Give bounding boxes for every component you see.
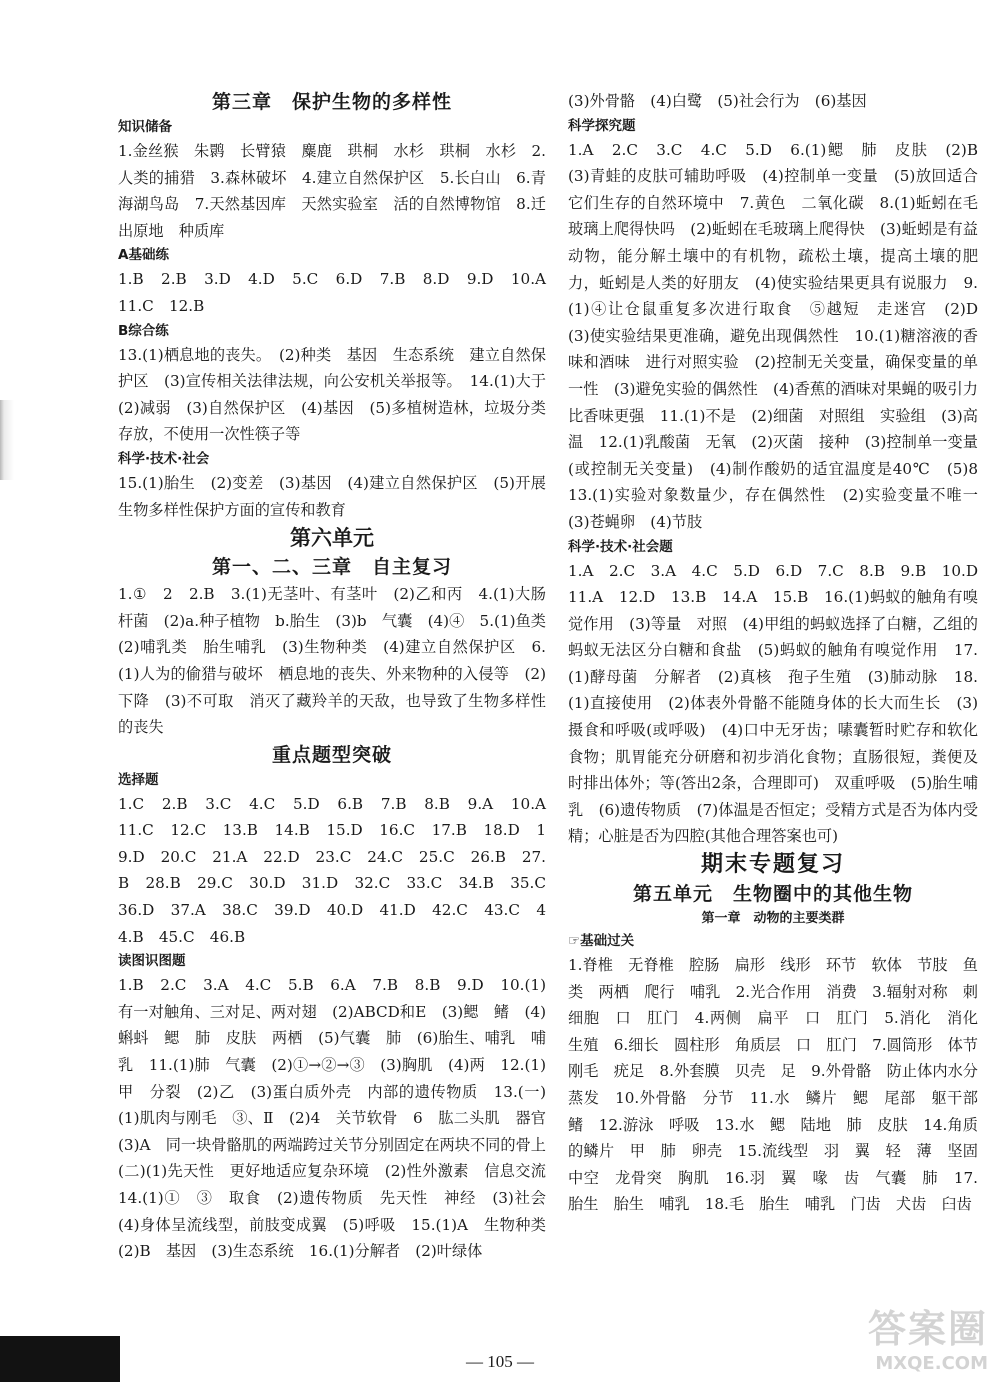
watermark-url: MXQE.COM [875,1353,988,1374]
answer-paragraph: 1.金丝猴 朱鹮 长臂猿 麋鹿 珙桐 水杉 珙桐 水杉 2.人类的捕猎 3.森林破坏 4.建立自然保护区 5.长白山 6.青海湖鸟岛 7.天然基因库 天然实验室 活的自然博物馆 8.迁出原地 种质库 [118,142,546,240]
section-label: 读图识图题 [118,953,186,970]
chapter-heading: 第三章 保护生物的多样性 [211,91,452,113]
chapter-heading: 第一、二、三章 自主复习 [211,556,452,579]
right-column [568,88,994,1218]
section-label: A基础练 [118,247,169,264]
page-number: — 105 — [466,1352,534,1371]
section-label: 科学·技术·社会 [118,450,210,467]
subchapter-heading: 第一章 动物的主要类群 [701,911,845,927]
section-label: B综合练 [118,322,169,339]
answer-paragraph: 1.脊椎 无脊椎 腔肠 扁形 线形 环节 软体 节肢 鱼类 两栖 爬行 哺乳 2.光合作用 消费 3.辐射对称 刺细胞 口 肛门 4.两侧 扁平 口 肛门 5.消化 消化 生殖 6.细长 圆柱形 角质层 口 肛门 7.圆筒形 体节 刚毛 疣足 8.外套膜 贝壳 足 9.外骨骼 防止体内水分蒸发 10.外骨骼 分节 11.水 鳞片 鳃 尾部 躯干部 鳍 12.游泳 呼吸 13.水 鳃 陆地 肺 皮肤 14.角质的鳞片 甲 肺 卵壳 15.流线型 羽 翼 轻 薄 坚固 中空 龙骨突 胸肌 16.羽 翼 喙 齿 气囊 肺 17.胎生 胎生 哺乳 18.毛 胎生 哺乳 门齿 犬齿 臼齿 [568,956,994,1214]
answer-paragraph: 13.(1)栖息地的丧失。 (2)种类 基因 生态系统 建立自然保护区 (3)宣传相关法律法规，向公安机关举报等。 14.(1)大于 (2)减弱 (3)自然保护区 (4)基因 (5)多植树造林，垃圾分类存放，不使用一次性筷子等 [118,345,562,444]
answer-paragraph: 1.① 2 2.B 3.(1)无茎叶、有茎叶 (2)乙和丙 4.(1)大肠杆菌 (2)a.种子植物 b.胎生 (3)b 气囊 (4)④ 5.(1)鱼类 (2)哺乳类 胎生哺乳 (3)生物种类 (4)建立自然保护区 6.(1)人为的偷猎与破坏 栖息地的丧失、外来物种的入侵等 (2)下降 (3)不可取 消灭了藏羚羊的天敌，也导致了生物多样性的丧失 [118,585,562,737]
section-label: 科学探究题 [568,117,636,134]
chapter-heading: 第五单元 生物圈中的其他生物 [632,883,913,906]
section-label: 知识储备 [118,119,172,135]
answer-paragraph: 15.(1)胎生 (2)变差 (3)基因 (4)建立自然保护区 (5)开展生物多样性保护方面的宣传和教育 [118,473,546,519]
scan-corner-shadow [0,1336,120,1382]
watermark-text: 答案圈 [867,1307,988,1351]
unit-heading: 第六单元 [290,526,374,551]
watermark-logo [868,1298,988,1374]
scan-edge-shadow [0,400,14,480]
answer-paragraph: 1.B 2.B 3.D 4.D 5.C 6.D 7.B 8.D 9.D 10.A 11.C 12.B [118,270,562,315]
section-label: 科学·技术·社会题 [568,538,673,555]
answer-paragraph: 1.C 2.B 3.C 4.C 5.D 6.B 7.B 8.B 9.A 10.A 11.C 12.C 13.B 14.B 15.D 16.C 17.B 18.D 19.D 20.C 21.A 22.D 23.C 24.C 25.C 26.B 27.B 28.B 29.C 30.D 31.D 32.C 33.C 34.B 35.C 36.D 37.A 38.C 39.D 40.D 41.D 42.C 43.C 44.B 45.C 46.B [118,794,562,946]
section-label: ☞基础过关 [568,933,635,950]
chapter-heading: 重点题型突破 [271,743,392,766]
answer-paragraph: (3)外骨骼 (4)白鹭 (5)社会行为 (6)基因 [568,92,867,110]
left-column [118,88,562,1265]
answer-paragraph: 1.B 2.C 3.A 4.C 5.B 6.A 7.B 8.B 9.D 10.(1)有一对触角、三对足、两对翅 (2)ABCD和E (3)鳃 鳍 (4)蝌蚪 鳃 肺 皮肤 两栖 (5)气囊 肺 (6)胎生、哺乳 哺乳 11.(1)肺 气囊 (2)①→②→③ (3)胸肌 (4)两 12.(1)甲 分裂 (2)乙 (3)蛋白质外壳 内部的遗传物质 13.(一)(1)肌肉与刚毛 ③、Ⅱ (2)4 关节软骨 6 肱二头肌 器官 (3)A 同一块骨骼肌的两端跨过关节分别固定在两块不同的骨上 (二)(1)先天性 更好地适应复杂环境 (2)性外激素 信息交流 14.(1)① ③ 取食 (2)遗传物质 先天性 神经 (3)社会 (4)身体呈流线型，前肢变成翼 (5)呼吸 15.(1)A 生物种类 (2)B 基因 (3)生态系统 16.(1)分解者 (2)叶绿体 [118,976,562,1261]
answer-paragraph: 1.A 2.C 3.A 4.C 5.D 6.D 7.C 8.B 9.B 10.D 11.A 12.D 13.B 14.A 15.B 16.(1)蚂蚁的触角有嗅觉作用 (3)等量 对照 (4)甲组的蚂蚁选择了白糖，乙组的蚂蚁无法区分白糖和食盐 (5)蚂蚁的触角有嗅觉作用 17.(1)酵母菌 分解者 (2)真核 孢子生殖 (3)肺动脉 18.(1)直接使用 (2)体表外骨骼不能随身体的长大而生长 (3)摄食和呼吸(或呼吸) (4)口中无牙齿；嗉囊暂时贮存和软化食物；肌胃能充分研磨和初步消化食物；直肠很短，粪便及时排出体外；等(答出2条，合理即可) 双重呼吸 (5)胎生哺乳 (6)遗传物质 (7)体温是否恒定；受精方式是否为体内受精；心脏是否为四腔(其他合理答案也可) [568,561,994,846]
section-title: 期末专题复习 [700,852,845,878]
section-label: 选择题 [118,771,159,788]
answer-paragraph: 1.A 2.C 3.C 4.C 5.D 6.(1)鳃 肺 皮肤 (2)B (3)青蛙的皮肤可辅助呼吸 (4)控制单一变量 (5)放回适合它们生存的自然环境中 7.黄色 二氧化碳 8.(1)蚯蚓在毛玻璃上爬得快吗 (2)蚯蚓在毛玻璃上爬得快 (3)蚯蚓是有益动物，能分解土壤中的有机物，疏松土壤，提高土壤的肥力，蚯蚓是人类的好朋友 (4)使实验结果更具有说服力 9.(1)④让仓鼠重复多次进行取食 ⑤越短 走迷宫 (2)D (3)使实验结果更准确，避免出现偶然性 10.(1)糖溶液的香味和酒味 进行对照实验 (2)控制无关变量，确保变量的单一性 (3)避免实验的偶然性 (4)香蕉的酒味对果蝇的吸引力比香味更强 11.(1)不是 (2)细菌 对照组 实验组 (3)高温 12.(1)乳酸菌 无氧 (2)灭菌 接种 (3)控制单一变量(或控制无关变量) (4)制作酸奶的适宜温度是40℃ (5)8 13.(1)实验对象数量少，存在偶然性 (2)实验变量不唯一 (3)苍蝇卵 (4)节肢 [568,140,994,531]
